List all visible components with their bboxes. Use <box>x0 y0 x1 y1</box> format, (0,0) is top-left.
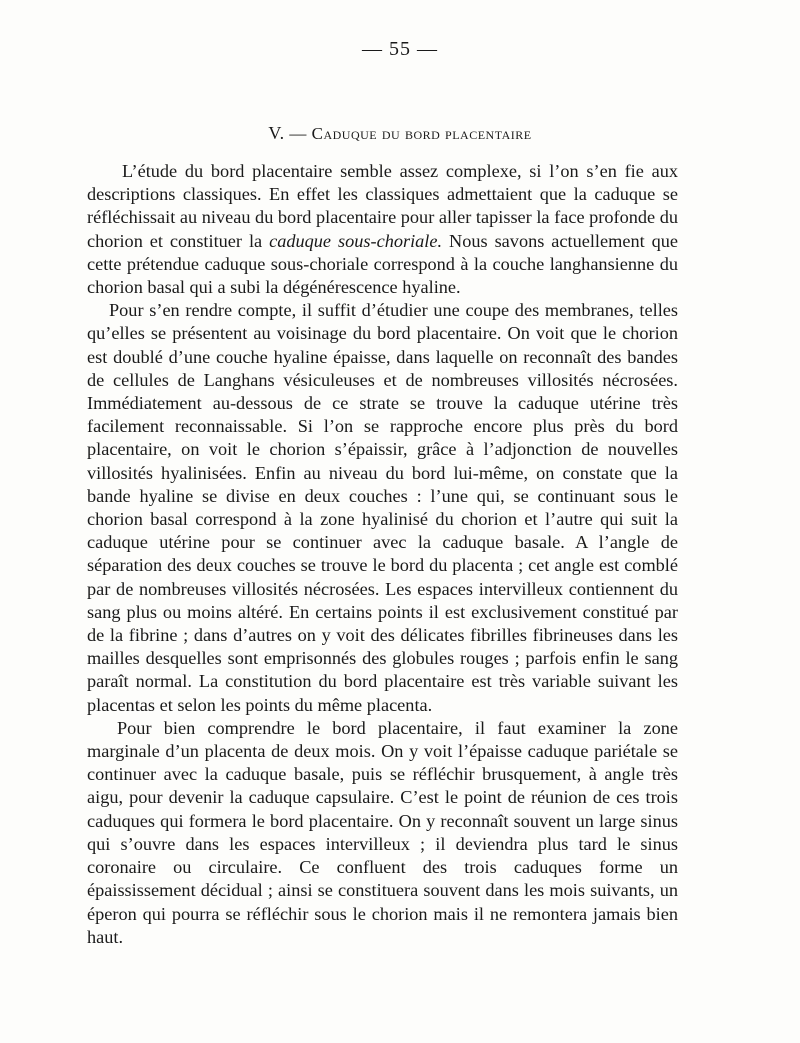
page-number: — 55 — <box>362 38 438 60</box>
paragraph-3: Pour bien comprendre le bord placentaire, il faut examiner la zone marginale d’un placenta de deux mois. On y voit l’épaisse caduque pariétale se continuer avec la caduque basale, puis se réfléchir brusquement, à angle très aigu, pour devenir la caduque capsulaire. C’est le point de réunion de ces trois caduques qui formera le bord placentaire. On y reconnaît souvent un large sinus qui s’ouvre dans les espaces intervilleux ; il deviendra plus tard le sinus coronaire ou circulaire. Ce confluent des trois caduques forme un épaississement décidual ; ainsi se constituera souvent dans les mois suivants, un éperon qui pourra se réfléchir sous le chorion mais il ne remontera jamais bien haut. <box>87 717 678 947</box>
section-title: Caduque du bord placentaire <box>311 124 532 143</box>
body-text <box>87 160 678 949</box>
paragraph-1-emphasis: caduque sous-choriale. <box>269 230 443 251</box>
section-dash: — <box>289 124 307 143</box>
paragraph-1 <box>87 160 678 299</box>
section-heading <box>0 123 800 144</box>
section-numeral: V. <box>268 123 285 143</box>
paragraph-1-text-before: L’étude du bord placentaire semble assez complexe, si l’on s’en fie aux descriptions classiques. En effet les classiques admettaient que la caduque se réfléchissait au niveau du bord placentaire pour aller tapisser la face profonde du chorion et constituer la <box>87 161 678 251</box>
paragraph-1-text-after: Nous savons actuellement que cette prétendue caduque sous-choriale correspond à la couche langhansienne du chorion basal qui a subi la dégénérescence hyaline. <box>87 230 679 298</box>
paragraph-2: Pour s’en rendre compte, il suffit d’étudier une coupe des membranes, telles qu’elles se présentent au voisinage du bord placentaire. On voit que le chorion est doublé d’une couche hyaline épaisse, dans laquelle on reconnaît des bandes de cellules de Langhans vésiculeuses et de nombreuses villosités nécrosées. Immédiatement au-dessous de ce strate se trouve la caduque utérine très facilement reconnaissable. Si l’on se rapproche encore plus près du bord placentaire, on voit le chorion s’épaissir, grâce à l’adjonction de nouvelles villosités hyalinisées. Enfin au niveau du bord lui-même, on constate que la bande hyaline se divise en deux couches : l’une qui, se continuant sous le chorion basal correspond à la zone hyalinisé du chorion et l’autre qui suit la caduque utérine pour se continuer avec la caduque basale. A l’angle de séparation des deux couches se trouve le bord du placenta ; cet angle est comblé par de nombreuses villosités nécrosées. Les espaces intervilleux contiennent du sang plus ou moins altéré. En certains points il est exclusivement constitué par de la fibrine ; dans d’autres on y voit des délicates fibrilles fibrineuses dans les mailles desquelles sont emprisonnés des globules rouges ; parfois enfin le sang paraît normal. La constitution du bord placentaire est très variable suivant les placentas et selon les points du même placenta. <box>87 300 678 715</box>
